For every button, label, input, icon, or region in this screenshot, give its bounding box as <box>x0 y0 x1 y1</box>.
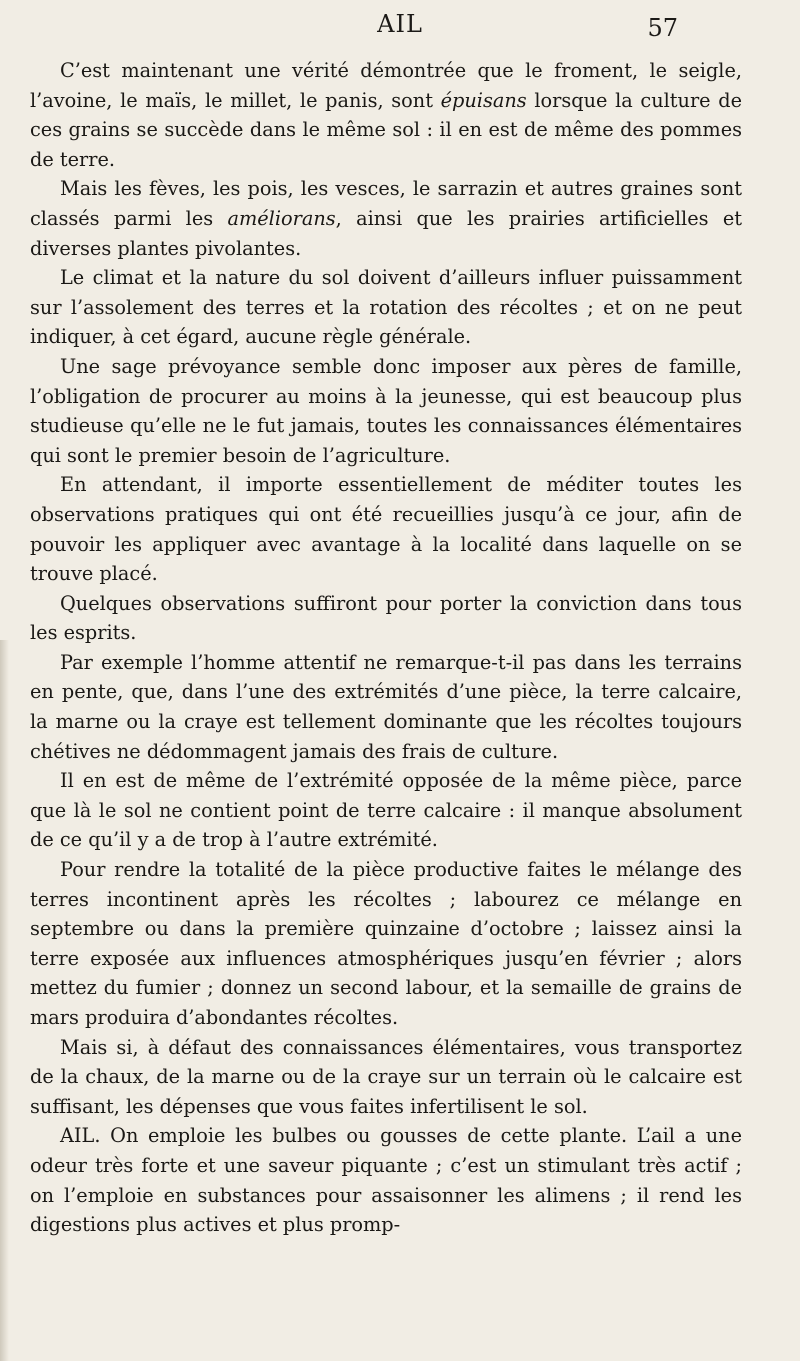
paragraph-text: Pour rendre la totalité de la pièce productive faites le mélange des terres incontinent après les récoltes ; labourez ce mélange en septembre ou dans la première quinzaine d’octobre ; laissez ainsi la terre exposée aux influences atmosphériques jusqu’en février ; alors mettez du fumier ; donnez un second labour, et la semaille de grains de mars produira d’abondantes récoltes. <box>30 858 742 1029</box>
paragraph <box>30 263 742 352</box>
paragraph-text: , ainsi que les prairies artificielles et diverses plantes pivolantes. <box>30 206 743 260</box>
paragraph <box>30 648 742 766</box>
italic-term: épuisans <box>440 88 527 112</box>
paragraph-text: Il en est de même de l’extrémité opposée de la même pièce, parce que là le sol ne contient point de terre calcaire : il manque absolument de ce qu’il y a de trop à l’autre extrémité. <box>30 769 742 852</box>
page-header <box>0 10 800 46</box>
paragraph <box>30 589 742 648</box>
paragraph <box>30 56 742 174</box>
paragraph <box>30 470 742 588</box>
paragraph-text: AIL. On emploie les bulbes ou gousses de cette plante. L’ail a une odeur très forte et une saveur piquante ; c’est un stimulant très actif ; on l’emploie en substances pour assaisonner les alimens ; il rend les digestions plus actives et plus promp- <box>30 1124 742 1237</box>
paragraph-text: lorsque la culture de ces grains se succède dans le même sol : il en est de même des pommes de terre. <box>30 88 742 171</box>
paragraph-text: En attendant, il importe essentiellement de méditer toutes les observations pratiques qui ont été recueillies jusqu’à ce jour, afin de pouvoir les appliquer avec avantage à la localité dans laquelle on se trouve placé. <box>30 473 742 586</box>
paragraph-text: C’est maintenant une vérité démontrée que le froment, le seigle, l’avoine, le maïs, le millet, le panis, sont <box>30 59 742 112</box>
paragraph-text: Mais si, à défaut des connaissances élémentaires, vous transportez de la chaux, de la marne ou de la craye sur un terrain où le calcaire est suffisant, les dépenses que vous faites infertilisent le sol. <box>30 1035 742 1118</box>
page-edge-shadow <box>0 640 9 1361</box>
paragraph <box>30 855 742 1033</box>
page-number: 57 <box>647 14 678 42</box>
paragraph <box>30 174 742 263</box>
body-text <box>30 56 742 1240</box>
running-title: AIL <box>377 10 423 38</box>
paragraph-text: Une sage prévoyance semble donc imposer aux pères de famille, l’obligation de procurer au moins à la jeunesse, qui est beaucoup plus studieuse qu’elle ne le fut jamais, toutes les connaissances élémentaires qui sont le premier besoin de l’agriculture. <box>30 354 742 467</box>
paragraph-text: Quelques observations suffiront pour porter la conviction dans tous les esprits. <box>30 591 742 645</box>
paragraph-text: Le climat et la nature du sol doivent d’ailleurs influer puissamment sur l’assolement des terres et la rotation des récoltes ; et on ne peut indiquer, à cet égard, aucune règle générale. <box>30 266 742 349</box>
paragraph <box>30 352 742 470</box>
paragraph <box>30 766 742 855</box>
italic-term: améliorans <box>227 206 336 230</box>
paragraph <box>30 1033 742 1122</box>
paragraph-text: Mais les fèves, les pois, les vesces, le sarrazin et autres graines sont classés parmi les <box>30 177 742 230</box>
paragraph-text: Par exemple l’homme attentif ne remarque-t-il pas dans les terrains en pente, que, dans l’une des extrémités d’une pièce, la terre calcaire, la marne ou la craye est tellement dominante que les récoltes toujours chétives ne dédommagent jamais des frais de culture. <box>30 650 742 763</box>
paragraph <box>30 1121 742 1239</box>
